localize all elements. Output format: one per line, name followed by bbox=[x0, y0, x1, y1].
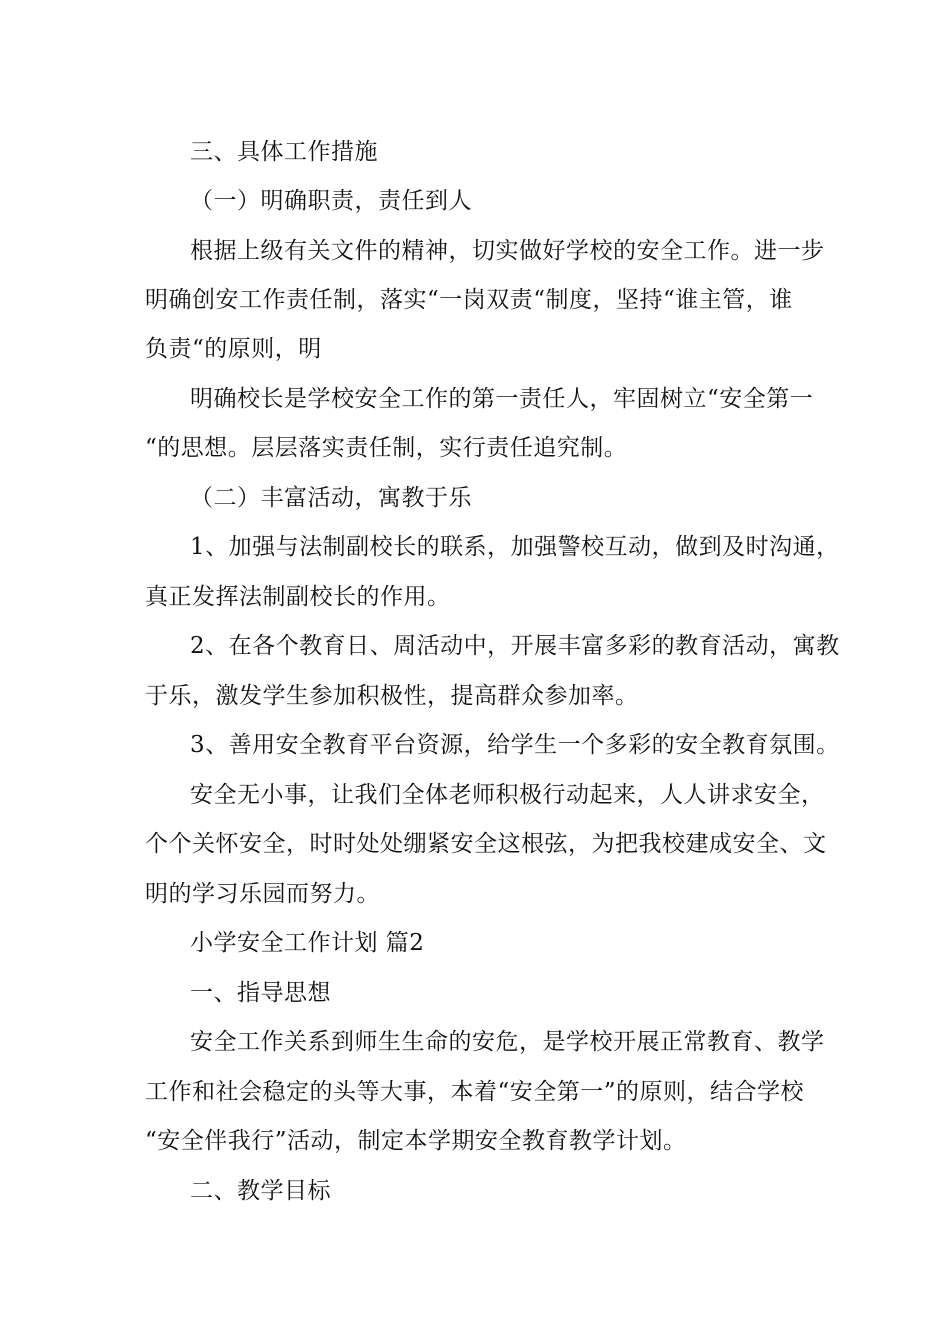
list-item-line: 2、在各个教育日、周活动中，开展丰富多彩的教育活动，寓教 bbox=[190, 633, 840, 659]
paragraph-line: 明确校长是学校安全工作的第一责任人，牢固树立“安全第一 bbox=[190, 386, 814, 412]
paragraph-line: 根据上级有关文件的精神，切实做好学校的安全工作。进一步 bbox=[190, 238, 825, 264]
paragraph-line: 安全无小事，让我们全体老师积极行动起来，人人讲求安全， bbox=[190, 782, 825, 808]
section-heading-measures: 三、具体工作措施 bbox=[190, 139, 378, 165]
paragraph-line: “的思想。层层落实责任制，实行责任追究制。 bbox=[145, 435, 628, 461]
list-item-line: 1、加强与法制副校长的联系，加强警校互动，做到及时沟通， bbox=[190, 534, 840, 560]
list-item-line: 3、善用安全教育平台资源，给学生一个多彩的安全教育氛围。 bbox=[190, 732, 840, 758]
paragraph-line: 安全工作关系到师生生命的安危，是学校开展正常教育、教学 bbox=[190, 1029, 825, 1055]
list-item-line: 真正发挥法制副校长的作用。 bbox=[145, 584, 451, 610]
subsection-heading-2: （二）丰富活动，寓教于乐 bbox=[190, 485, 472, 511]
paragraph-line: 明的学习乐园而努力。 bbox=[145, 881, 380, 907]
subsection-heading-1: （一）明确职责，责任到人 bbox=[190, 188, 472, 214]
paragraph-line: “安全伴我行”活动，制定本学期安全教育教学计划。 bbox=[145, 1128, 687, 1154]
paragraph-line: 个个关怀安全，时时处处绷紧安全这根弦，为把我校建成安全、文 bbox=[145, 831, 827, 857]
plan-title: 小学安全工作计划 篇2 bbox=[190, 930, 425, 956]
paragraph-line: 负责“的原则，明 bbox=[145, 336, 322, 362]
paragraph-line: 工作和社会稳定的头等大事，本着“安全第一”的原则，结合学校 bbox=[145, 1079, 805, 1105]
section-heading-guiding-idea: 一、指导思想 bbox=[190, 980, 331, 1006]
list-item-line: 于乐，激发学生参加积极性，提高群众参加率。 bbox=[145, 683, 639, 709]
paragraph-line: 明确创安工作责任制，落实“一岗双责“制度，坚持“谁主管，谁 bbox=[145, 287, 793, 313]
section-heading-teaching-goals: 二、教学目标 bbox=[190, 1178, 331, 1204]
